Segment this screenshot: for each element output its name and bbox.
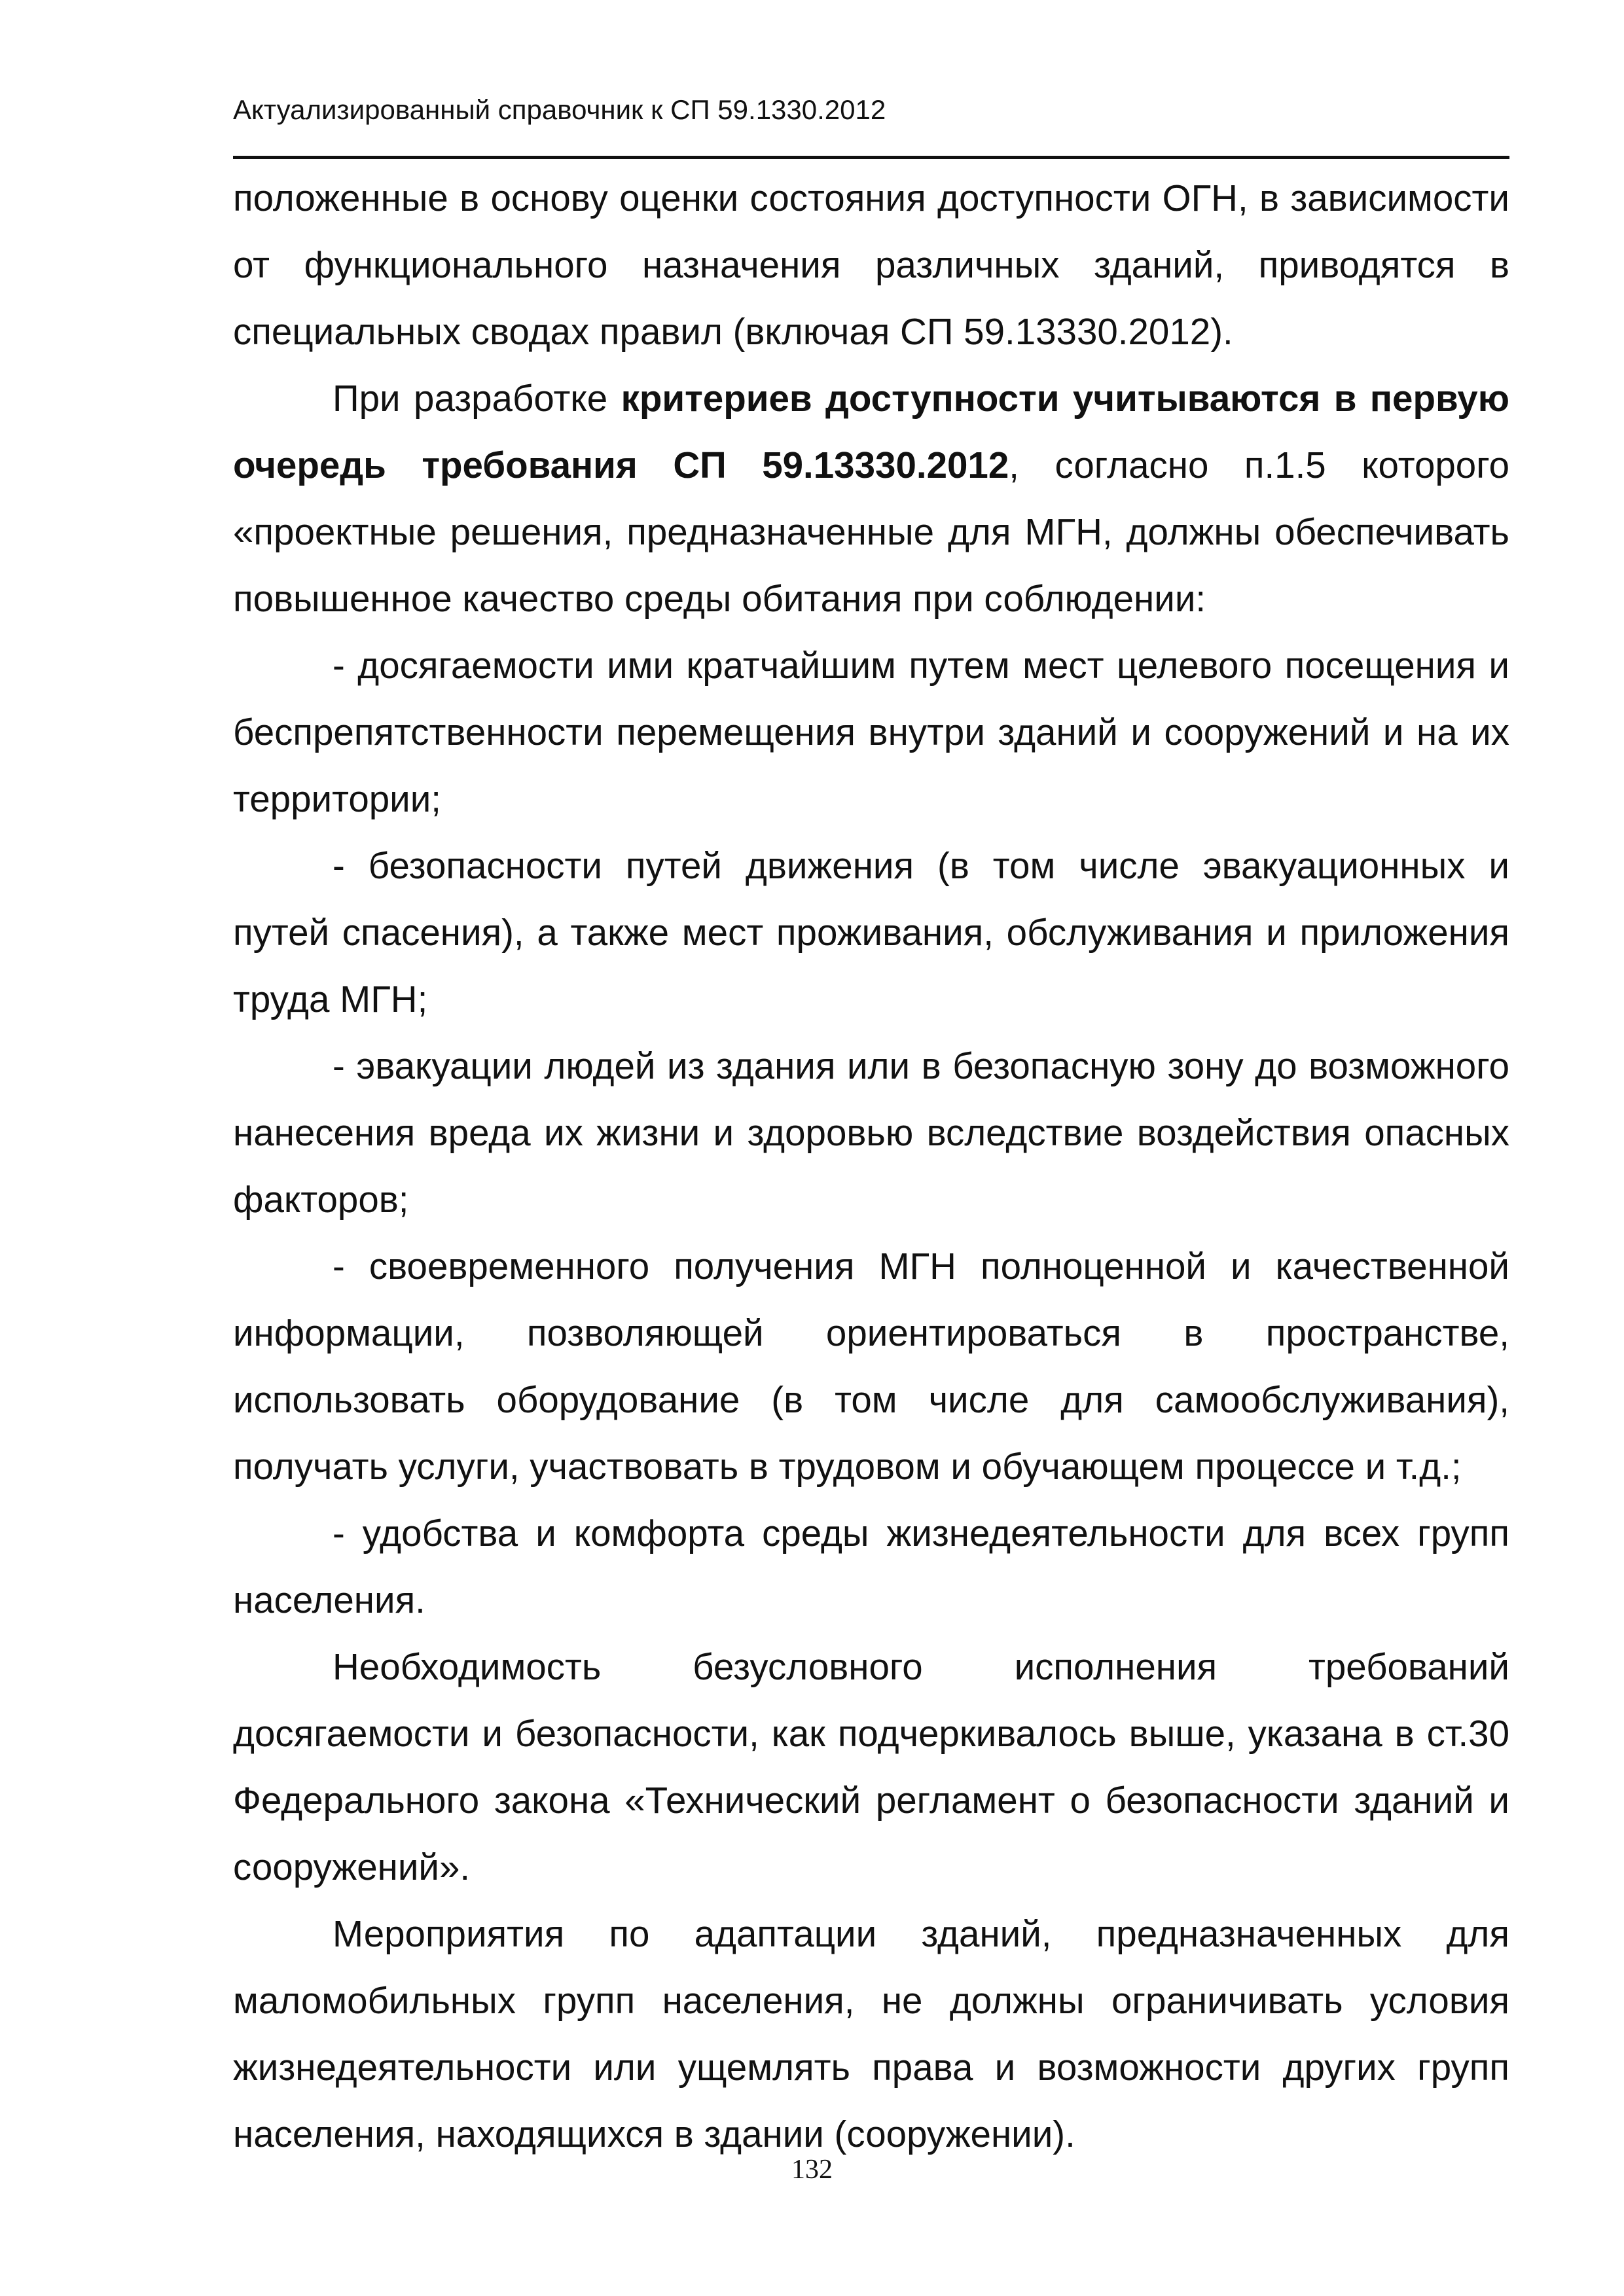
list-item-safety: - безопасности путей движения (в том числе эвакуационных и путей спасения), а также мест проживания, обслуживания и приложения труда МГН; bbox=[233, 845, 1509, 1020]
paragraph-criteria bbox=[233, 365, 1509, 632]
paragraph-criteria-tail: , согласно п.1.5 которого «проектные решения, предназначенные для МГН, должны обеспечивать повышенное качество среды обитания при соблюдении: bbox=[233, 444, 1509, 619]
header-rule bbox=[233, 156, 1509, 159]
list-item-reachability: - досягаемости ими кратчайшим путем мест целевого посещения и беспрепятственности перемещения внутри зданий и сооружений и на их территории; bbox=[233, 645, 1509, 819]
list-item-evacuation: - эвакуации людей из здания или в безопасную зону до возможного нанесения вреда их жизни и здоровью вследствие воздействия опасных факторов; bbox=[233, 1045, 1509, 1220]
paragraph-measures: Мероприятия по адаптации зданий, предназначенных для маломобильных групп населения, не должны ограничивать условия жизнедеятельности или ущемлять права и возможности других групп населения, находящихся в здании (сооружении). bbox=[233, 1913, 1509, 2155]
paragraph-criteria-bold: критериев доступности учитываются в первую очередь требования СП 59.13330.2012 bbox=[233, 378, 1509, 486]
paragraph-continuation: положенные в основу оценки состояния доступности ОГН, в зависимости от функционального назначения различных зданий, приводятся в специальных сводах правил (включая СП 59.13330.2012). bbox=[233, 177, 1509, 352]
list-item-comfort: - удобства и комфорта среды жизнедеятельности для всех групп населения. bbox=[233, 1513, 1509, 1621]
body-text bbox=[233, 165, 1509, 2168]
running-header: Актуализированный справочник к СП 59.1330.2012 bbox=[233, 94, 886, 125]
page-number: 132 bbox=[791, 2155, 833, 2185]
list-item-information: - своевременного получения МГН полноценной и качественной информации, позволяющей ориентироваться в пространстве, использовать оборудование (в том числе для самообслуживания), получать услуги, участвовать в трудовом и обучающем процессе и т.д.; bbox=[233, 1246, 1509, 1487]
paragraph-requirements: Необходимость безусловного исполнения требований досягаемости и безопасности, как подчеркивалось выше, указана в ст.30 Федерального закона «Технический регламент о безопасности зданий и сооружений». bbox=[233, 1646, 1509, 1888]
paragraph-criteria-lead: При разработке bbox=[333, 378, 621, 419]
